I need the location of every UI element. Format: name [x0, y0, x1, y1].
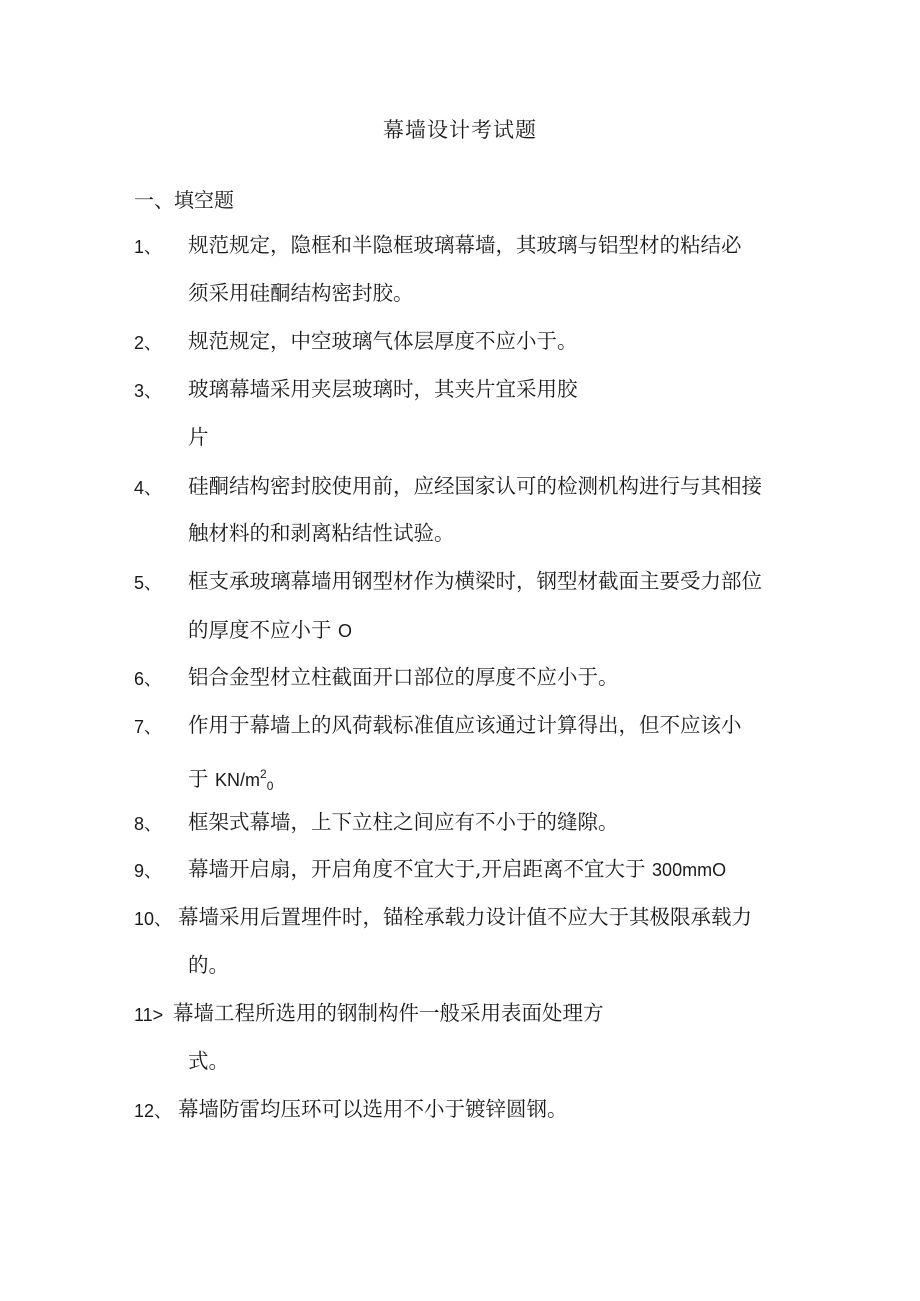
item-text-line: 玻璃幕墙采用夹层玻璃时，其夹片宜采用胶 [188, 377, 578, 401]
item-suffix: 300mmO [652, 860, 727, 880]
item-text-line: 铝合金型材立柱截面开口部位的厚度不应小于。 [188, 665, 619, 689]
item-text-line: 幕墙防雷均压环可以选用不小于镀锌圆钢。 [178, 1097, 568, 1121]
item-text-line: 规范规定，中空玻璃气体层厚度不应小于。 [188, 329, 578, 353]
item-text-line: 式。 [188, 1049, 229, 1073]
item-text-line [188, 762, 273, 798]
item-suffix: O [338, 621, 353, 641]
item-text-line: 作用于幕墙上的风荷载标准值应该通过计算得出，但不应该小 [188, 713, 742, 737]
item-text-line: 幕墙采用后置埋件时，锚栓承载力设计值不应大于其极限承载力 [178, 905, 752, 929]
item-number: 12、 [134, 1101, 173, 1121]
item-text-line [188, 857, 726, 882]
unit-base: KN/m [215, 770, 261, 790]
item-text: 于 [188, 767, 209, 791]
item-text: 幕墙开启扇，开启角度不宜大于,开启距离不宜大于 [188, 857, 646, 881]
page-title: 幕墙设计考试题 [383, 118, 537, 142]
item-text-line: 触材料的和剥离粘结性试验。 [188, 521, 455, 545]
item-text-line: 框支承玻璃幕墙用钢型材作为横梁时，钢型材截面主要受力部位 [188, 569, 762, 593]
item-text-line [188, 618, 352, 643]
item-number: 6、 [134, 669, 163, 689]
item-number: 11> [134, 1005, 164, 1025]
item-number: 8、 [134, 814, 163, 834]
section-heading: 一、填空题 [134, 188, 234, 212]
item-text-line: 的。 [188, 953, 229, 977]
item-number: 2、 [134, 333, 163, 353]
item-number: 9、 [134, 861, 163, 881]
item-number: 4、 [134, 478, 163, 498]
item-text: 的厚度不应小于 [188, 618, 332, 642]
unit-superscript: 2 [260, 767, 267, 781]
item-text-line: 规范规定，隐框和半隐框玻璃幕墙，其玻璃与铝型材的粘结必 [188, 233, 742, 257]
item-text-line: 须采用硅酮结构密封胶。 [188, 281, 414, 305]
item-number: 5、 [134, 573, 163, 593]
item-text-line: 片 [188, 425, 209, 449]
item-text-line: 框架式幕墙，上下立柱之间应有不小于的缝隙。 [188, 810, 619, 834]
item-number: 1、 [134, 237, 163, 257]
unit-subscript: 0 [266, 779, 274, 793]
item-text-line: 幕墙工程所选用的钢制构件一般采用表面处理方 [173, 1001, 604, 1025]
item-text-line: 硅酮结构密封胶使用前，应经国家认可的检测机构进行与其相接 [188, 474, 762, 498]
item-number: 7、 [134, 717, 163, 737]
item-number: 10、 [134, 909, 173, 929]
unit-text [215, 767, 274, 793]
item-number: 3、 [134, 381, 163, 401]
